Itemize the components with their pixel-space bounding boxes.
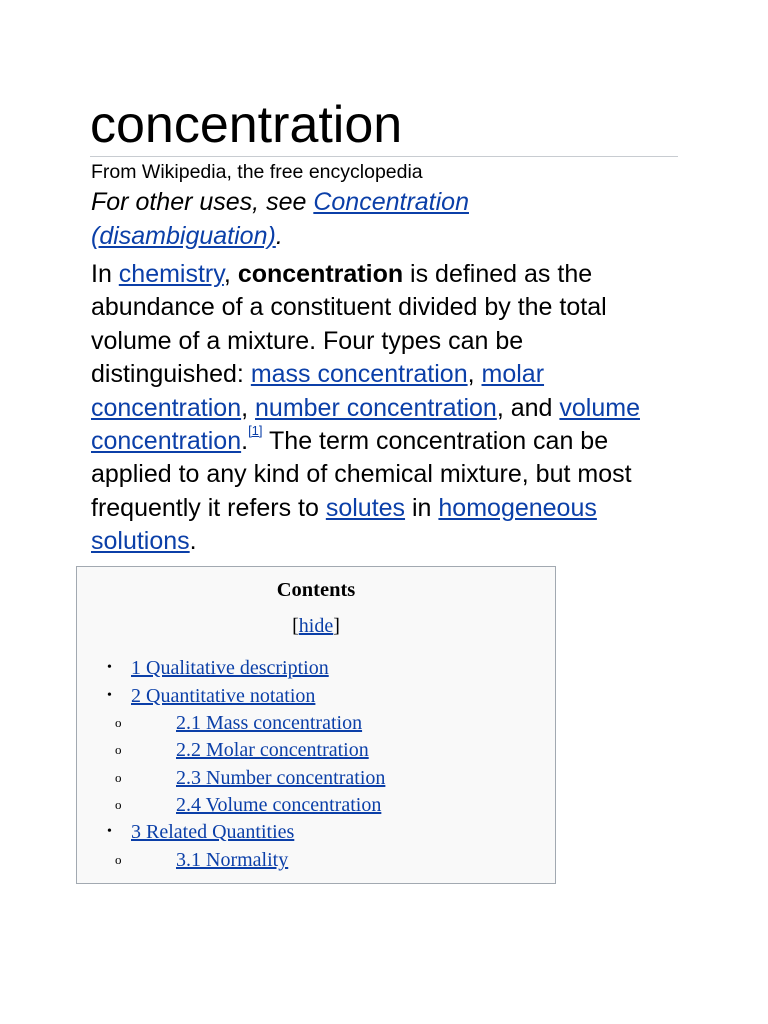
toc-item (77, 737, 555, 763)
intro-text: , and (496, 393, 560, 422)
toc-item (77, 819, 555, 845)
site-tagline: From Wikipedia, the free encyclopedia (91, 161, 423, 183)
hatnote-prefix: For other uses, see (91, 188, 314, 216)
intro-text: in (405, 493, 439, 522)
toc-link-related-quantities[interactable]: 3 Related Quantities (131, 821, 295, 843)
toc-item (77, 683, 555, 709)
bullet-icon: • (107, 824, 112, 839)
toc-bracket-close: ] (333, 615, 340, 637)
toc-title: Contents (276, 579, 356, 601)
toc-item (77, 765, 555, 791)
hatnote-suffix: . (275, 222, 283, 250)
intro-text: is defined as the abundance of a constituent divided by the total volume of a mixture. Four types can be distinguished: (91, 260, 607, 389)
toc-bracket-open: [ (292, 615, 299, 637)
toc-link-normality[interactable]: 3.1 Normality (176, 849, 289, 871)
table-of-contents (76, 566, 556, 884)
toc-link-quantitative-notation[interactable]: 2 Quantitative notation (131, 685, 316, 707)
intro-text: . (189, 527, 197, 556)
toc-link-number-concentration[interactable]: 2.3 Number concentration (176, 767, 386, 789)
toc-link-mass-concentration[interactable]: 2.1 Mass concentration (176, 712, 363, 734)
solutions-link[interactable]: solutions (91, 527, 190, 556)
bold-term: concentration (237, 260, 404, 288)
page-title: concentration (90, 96, 403, 154)
toc-link-qualitative-description[interactable]: 1 Qualitative description (131, 657, 329, 679)
intro-text: . (241, 427, 249, 456)
toc-item (77, 655, 555, 681)
intro-text: , (467, 360, 482, 389)
title-divider (90, 156, 678, 157)
circle-bullet-icon: o (115, 742, 122, 757)
toc-item (77, 710, 555, 736)
bullet-icon: • (107, 660, 112, 675)
chemistry-link[interactable]: chemistry (118, 260, 224, 288)
circle-bullet-icon: o (115, 797, 122, 812)
circle-bullet-icon: o (115, 852, 122, 867)
circle-bullet-icon: o (115, 770, 122, 785)
intro-text: The term concentration can be applied to any kind of chemical mixture, but most frequently it refers to (91, 427, 632, 522)
toc-link-volume-concentration[interactable]: 2.4 Volume concentration (176, 794, 382, 816)
hatnote (91, 185, 651, 253)
toc-toggle (77, 613, 555, 639)
intro-paragraph (91, 258, 681, 559)
intro-text: , (241, 393, 256, 422)
intro-text: In (91, 260, 119, 288)
mass-concentration-link[interactable]: mass concentration (250, 360, 468, 389)
volume-concentration-link[interactable]: volume concentration (91, 393, 640, 456)
circle-bullet-icon: o (115, 715, 122, 730)
toc-item (77, 847, 555, 873)
disambiguation-link-line1[interactable]: Concentration (313, 188, 469, 216)
toc-link-molar-concentration[interactable]: 2.2 Molar concentration (176, 739, 369, 761)
number-concentration-link[interactable]: number concentration (255, 393, 497, 422)
reference-link[interactable]: [1] (248, 423, 263, 439)
homogeneous-link[interactable]: homogeneous (438, 493, 597, 522)
solutes-link[interactable]: solutes (325, 493, 406, 522)
disambiguation-link-line2[interactable]: (disambiguation) (91, 222, 276, 250)
toc-item (77, 792, 555, 818)
toc-hide-link[interactable]: hide (298, 615, 334, 637)
molar-concentration-link[interactable]: molar concentration (91, 360, 545, 422)
intro-text: , (223, 260, 238, 288)
bullet-icon: • (107, 688, 112, 703)
